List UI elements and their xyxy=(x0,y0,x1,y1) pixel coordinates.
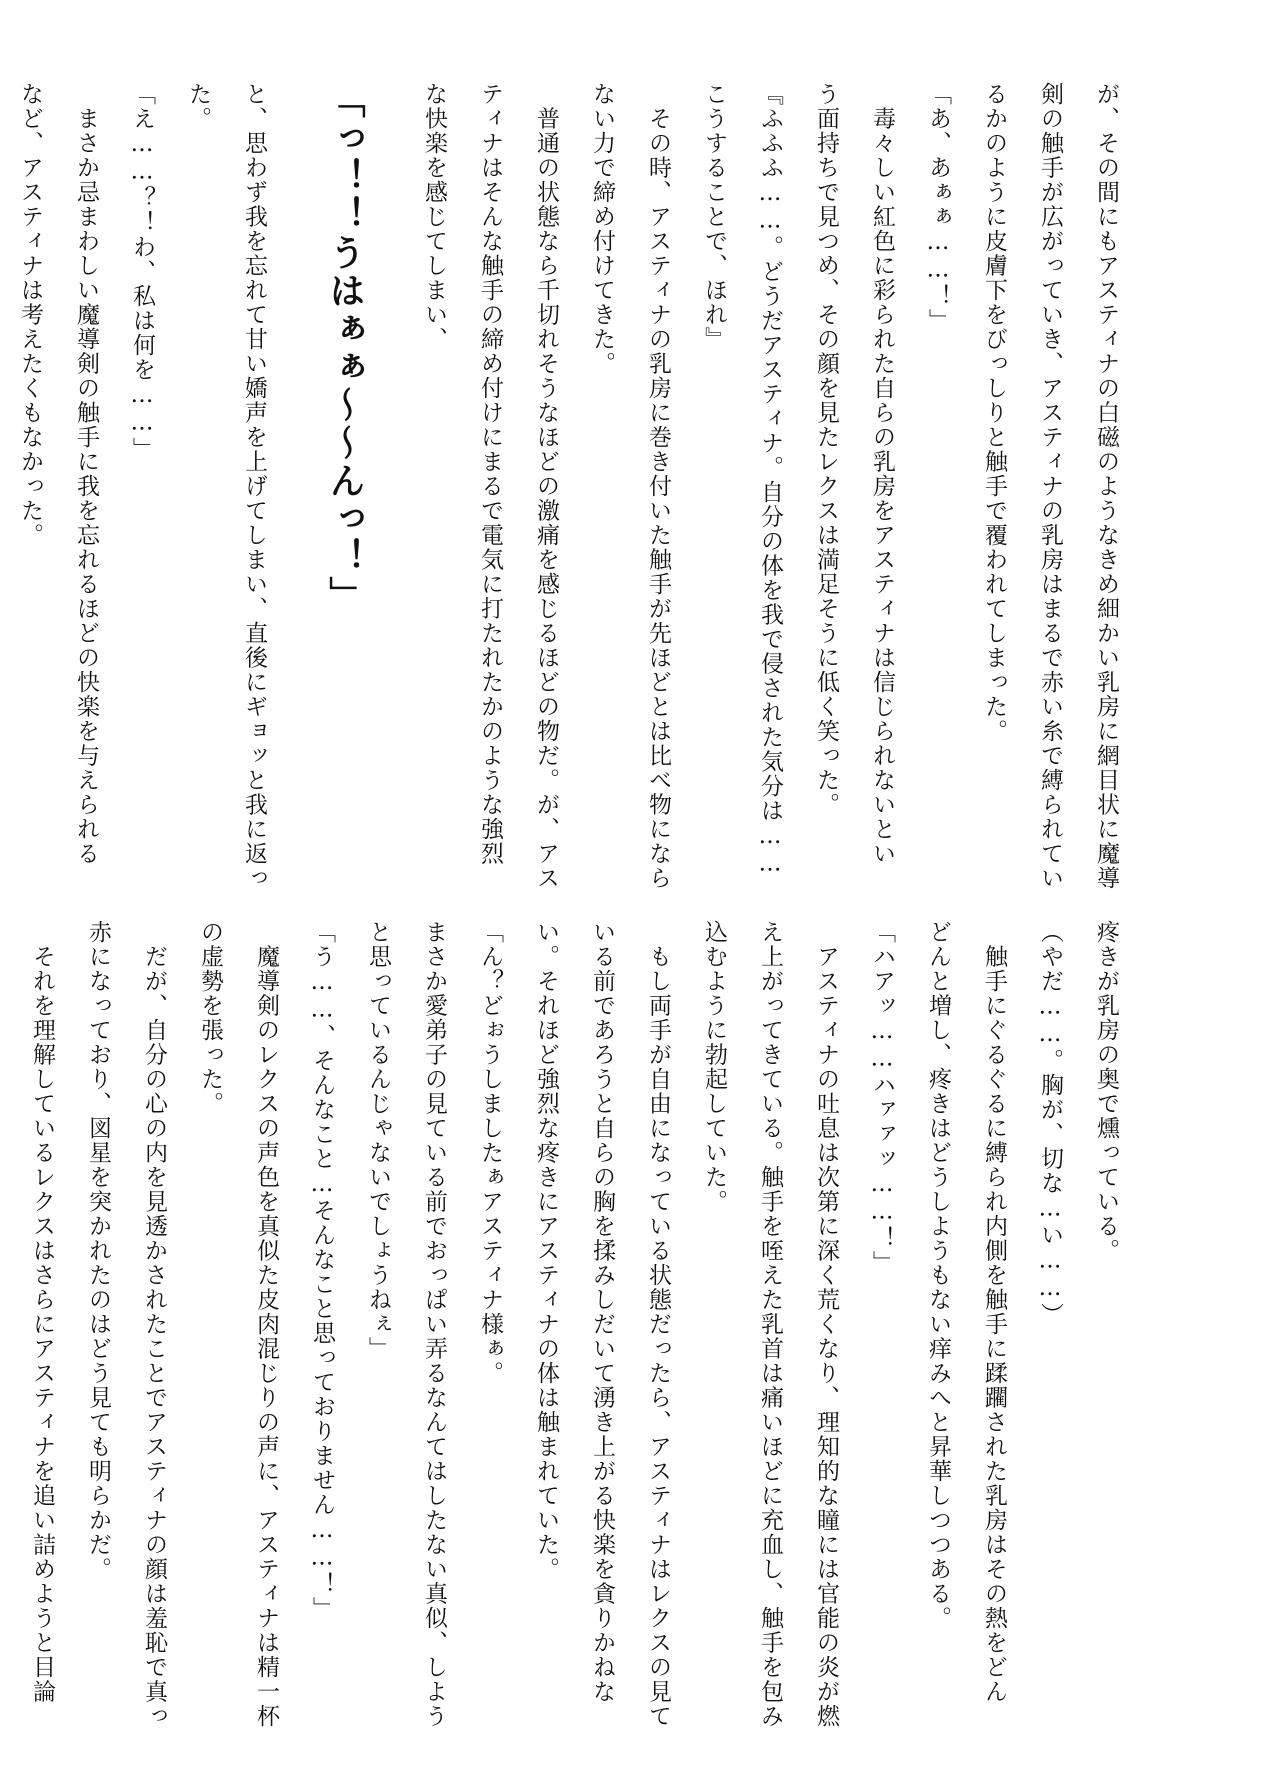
text-line: た。 xyxy=(185,82,211,131)
text-line: え上がってきている。触手を咥えた乳首は痛いほどに充血し、触手を包み xyxy=(757,920,783,1729)
text-line: など、アスティナは考えたくもなかった。 xyxy=(17,82,43,548)
text-line xyxy=(0,920,14,1690)
text-line: だが、自分の心の内を見透かされたことでアスティナの顔は羞恥で真っ xyxy=(141,920,167,1729)
bottom-text-block xyxy=(29,920,1134,1729)
text-line: 触手にぐるぐるに縛られ内側を触手に蹂躙された乳房はその熱をどん xyxy=(981,920,1007,1704)
dialogue-line: 「え……？！わ、私は何を……」 xyxy=(129,82,155,462)
dialogue-line: こうすることで、ほれ』 xyxy=(701,82,727,352)
exclamation-line: 「っ！！うはぁぁ〜〜んっ！」 xyxy=(324,82,365,614)
dialogue-line: 「ん？どぉうしましたぁアスティナ様ぁ。 xyxy=(477,920,503,1386)
text-line: が、その間にもアスティナの白磁のようなきめ細かい乳房に網目状に魔導 xyxy=(1093,82,1119,891)
text-line: るかのように皮膚下をびっしりと触手で覆われてしまった。 xyxy=(981,82,1007,744)
dialogue-line: 「う……、そんなこと…そんなこと思っておりません……！」 xyxy=(309,920,335,1621)
text-line: ない力で締め付けてきた。 xyxy=(589,82,615,376)
dialogue-line: 「ハアッ……ハァァッ……！」 xyxy=(869,920,895,1275)
text-line: アスティナの吐息は次第に深く荒くなり、理知的な瞳には官能の炎が燃 xyxy=(813,920,839,1729)
dialogue-line: 「あ、あぁぁ……！」 xyxy=(925,82,951,333)
text-line: いる前であろうと自らの胸を揉みしだいて湧き上がる快楽を貪りかねな xyxy=(589,920,615,1704)
text-line: 普通の状態なら千切れそうなほどの激痛を感じるほどの物だ。が、アス xyxy=(533,82,559,891)
text-line: 魔導剣のレクスの声色を真似た皮肉混じりの声に、アスティナは精一杯 xyxy=(253,920,279,1729)
dialogue-line: 『ふふふ……。どうだアスティナ。自分の体を我で侵された気分は…… xyxy=(757,82,783,878)
text-line: 疼きが乳房の奥で燻っている。 xyxy=(1093,920,1119,1263)
text-line: ティナはそんな触手の締め付けにまるで電気に打たれたかのような強烈 xyxy=(477,82,503,866)
text-line: と、思わず我を忘れて甘い嬌声を上げてしまい、直後にギョッと我に返っ xyxy=(241,82,267,891)
text-line xyxy=(0,82,2,852)
text-line: な快楽を感じてしまい、 xyxy=(421,82,447,352)
top-text-block xyxy=(17,82,1134,891)
dialogue-line: と思っているんじゃないでしょうねぇ」 xyxy=(365,920,391,1361)
text-line: その時、アスティナの乳房に巻き付いた触手が先ほどとは比べ物になら xyxy=(645,82,671,891)
text-line: 剣の触手が広がっていき、アスティナの乳房はまるで赤い糸で縛られてい xyxy=(1037,82,1063,891)
dialogue-line: まさか愛弟子の見ている前でおっぱい弄るなんてはしたない真似、しよう xyxy=(421,920,447,1729)
text-line: まさか忌まわしい魔導剣の触手に我を忘れるほどの快楽を与えられる xyxy=(73,82,99,866)
text-line: の虚勢を張った。 xyxy=(197,920,223,1116)
thought-line: （やだ……。胸が、切な…い……） xyxy=(1037,920,1063,1327)
text-line: 赤になっており、図星を突かれたのはどう見ても明らかだ。 xyxy=(85,920,111,1582)
text-line: 毒々しい紅色に彩られた自らの乳房をアスティナは信じられないとい xyxy=(869,82,895,866)
text-line: それを理解しているレクスはさらにアスティナを追い詰めようと目論 xyxy=(29,920,55,1704)
text-line: 込むように勃起していた。 xyxy=(701,920,727,1214)
text-line: う面持ちで見つめ、その顔を見たレクスは満足そうに低く笑った。 xyxy=(813,82,839,817)
text-line: もし両手が自由になっている状態だったら、アスティナはレクスの見て xyxy=(645,920,671,1729)
text-line: どんと増し、疼きはどうしようもない痒みへと昇華しつつある。 xyxy=(925,920,951,1631)
text-line: い。それほど強烈な疼きにアスティナの体は触まれていた。 xyxy=(533,920,559,1582)
